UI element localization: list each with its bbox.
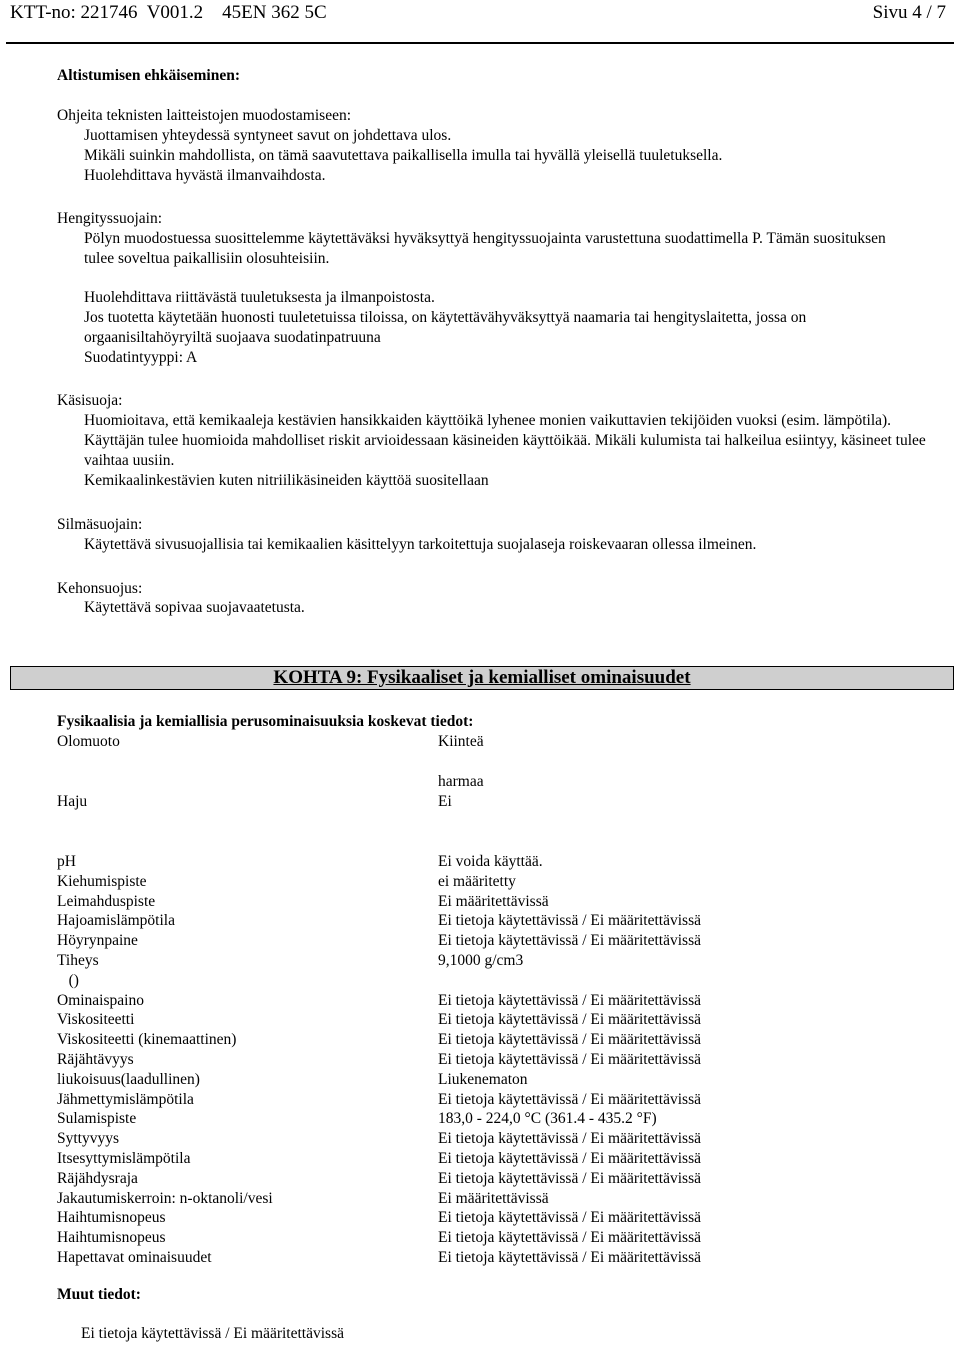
property-name: Hapettavat ominaisuudet (57, 1248, 212, 1266)
property-value: Ei tietoja käytettävissä / Ei määritettävissä (438, 991, 701, 1009)
section-9-title: KOHTA 9: Fysikaaliset ja kemialliset ominaisuudet (273, 667, 691, 688)
property-row (57, 971, 877, 991)
filter-type: Suodatintyyppi: A (84, 349, 198, 366)
hand-label: Käsisuoja: (57, 392, 123, 409)
odor-value: Ei (438, 793, 452, 810)
property-row (57, 931, 877, 951)
property-value: Ei tietoja käytettävissä / Ei määritettävissä (438, 1050, 701, 1068)
property-row (57, 1090, 877, 1110)
property-row (57, 1149, 877, 1169)
form-value: Kiinteä (438, 733, 484, 750)
body-text: Käytettävä sopivaa suojavaatetusta. (84, 599, 305, 616)
tech-line-1: Juottamisen yhteydessä syntyneet savut on johdettava ulos. (84, 127, 452, 144)
property-value: Ei tietoja käytettävissä / Ei määritettävissä (438, 1149, 701, 1167)
respiratory-text-3: Jos tuotetta käytetään huonosti tuuletetuissa tiloissa, on käytettävähyväksyttyä naamaria tai hengityslaitetta, jossa on orgaanisiltahöyryiltä suojaava suodatinpatruuna (84, 309, 807, 346)
tech-label: Ohjeita teknisten laitteistojen muodostamiseen: (57, 107, 352, 124)
property-name: liukoisuus(laadullinen) (57, 1070, 200, 1088)
property-value: Ei määritettävissä (438, 1189, 549, 1207)
property-name: Viskositeetti (kinemaattinen) (57, 1031, 237, 1049)
property-value: Liukenematon (438, 1070, 528, 1088)
property-row (57, 1228, 877, 1248)
property-name: Ominaispaino (57, 991, 144, 1009)
property-name: pH (57, 853, 76, 870)
property-row (57, 1208, 877, 1228)
property-name: Kiehumispiste (57, 872, 147, 890)
property-row (57, 1030, 877, 1050)
property-name: Syttyvyys (57, 1130, 120, 1148)
respiratory-label: Hengityssuojain: (57, 210, 163, 227)
page-number: Sivu 4 / 7 (872, 2, 946, 23)
property-name: Haihtumisnopeus (57, 1229, 166, 1247)
header-divider (6, 42, 954, 44)
property-value: Ei tietoja käytettävissä / Ei määritettävissä (438, 1209, 701, 1227)
property-name: Haihtumisnopeus (57, 1209, 166, 1227)
property-name: Viskositeetti (57, 1011, 135, 1029)
property-row (57, 911, 877, 931)
tech-line-2: Mikäli suinkin mahdollista, on tämä saavutettava paikallisella imulla tai hyvällä yleisellä tuuletuksella. (84, 147, 723, 164)
property-row (57, 951, 877, 971)
property-row (57, 1010, 877, 1030)
property-value: 9,1000 g/cm3 (438, 951, 524, 969)
property-value: Ei tietoja käytettävissä / Ei määritettävissä (438, 1011, 701, 1029)
body-label: Kehonsuojus: (57, 580, 143, 597)
property-value: Ei tietoja käytettävissä / Ei määritettävissä (438, 1090, 701, 1108)
property-row (57, 872, 877, 892)
hand-text-1: Huomioitava, että kemikaaleja kestävien hansikkaiden käyttöikä lyhenee monien vaikuttavien tekijöiden vuoksi (esim. lämpötila). Käyttäjän tulee huomioida mahdolliset riskit arvioidessaan käsineiden käyttöikää. Mikäli kulumista tai halkeilua esiintyy, käsineet tulee vaihtaa uusiin. (84, 412, 926, 469)
form-label: Olomuoto (57, 733, 120, 750)
property-row (57, 1189, 877, 1209)
property-value: Ei tietoja käytettävissä / Ei määritettävissä (438, 1169, 701, 1187)
color-value: harmaa (438, 773, 484, 790)
property-row (57, 1070, 877, 1090)
properties-table (57, 852, 877, 1268)
property-name: Itsesyttymislämpötila (57, 1149, 191, 1167)
property-row (57, 1248, 877, 1268)
property-name: Tiheys (57, 951, 99, 969)
property-row (57, 892, 877, 912)
property-name: () (57, 971, 79, 989)
property-row (57, 1169, 877, 1189)
property-row (57, 852, 877, 872)
property-row (57, 1050, 877, 1070)
eye-label: Silmäsuojain: (57, 516, 143, 533)
other-info-value: Ei tietoja käytettävissä / Ei määritettävissä (81, 1325, 344, 1342)
page-header (10, 0, 950, 26)
respiratory-text-1: Pölyn muodostuessa suosittelemme käytettäväksi hyväksyttyä hengityssuojainta varustettuna suodattimella P. Tämän suosituksen tulee soveltua paikallisiin olosuhteisiin. (84, 230, 886, 267)
hand-text-2: Kemikaalinkestävien kuten nitriilikäsineiden käyttöä suositellaan (84, 472, 489, 489)
exposure-title: Altistumisen ehkäiseminen: (57, 67, 240, 84)
property-name: Sulamispiste (57, 1110, 137, 1128)
property-row (57, 991, 877, 1011)
property-value: ei määritetty (438, 872, 516, 890)
property-name: Jähmettymislämpötila (57, 1090, 194, 1108)
document-id: KTT-no: 221746 V001.2 45EN 362 5C (10, 2, 327, 23)
property-row (57, 1109, 877, 1129)
property-name: Leimahduspiste (57, 892, 156, 910)
property-value: Ei tietoja käytettävissä / Ei määritettävissä (438, 1248, 701, 1266)
property-name: Räjähdysraja (57, 1169, 138, 1187)
property-row (57, 1129, 877, 1149)
property-name: Jakautumiskerroin: n-oktanoli/vesi (57, 1189, 273, 1207)
property-value: 183,0 - 224,0 °C (361.4 - 435.2 °F) (438, 1110, 657, 1128)
property-value: Ei voida käyttää. (438, 853, 543, 870)
tech-line-3: Huolehdittava hyvästä ilmanvaihdosta. (84, 167, 326, 184)
property-value: Ei tietoja käytettävissä / Ei määritettävissä (438, 1130, 701, 1148)
property-value: Ei tietoja käytettävissä / Ei määritettävissä (438, 1229, 701, 1247)
section-9-heading (10, 666, 954, 690)
other-info-label: Muut tiedot: (57, 1286, 141, 1303)
property-value: Ei tietoja käytettävissä / Ei määritettävissä (438, 1031, 701, 1049)
property-name: Hajoamislämpötila (57, 912, 175, 930)
property-value: Ei tietoja käytettävissä / Ei määritettävissä (438, 912, 701, 930)
eye-text: Käytettävä sivusuojallisia tai kemikaalien käsittelyyn tarkoitettuja suojalaseja roiskevaaran ollessa ilmeinen. (84, 536, 757, 553)
basic-properties-subtitle: Fysikaalisia ja kemiallisia perusominaisuuksia koskevat tiedot: (57, 713, 474, 730)
respiratory-text-2: Huolehdittava riittävästä tuuletuksesta ja ilmanpoistosta. (84, 289, 435, 306)
property-value: Ei tietoja käytettävissä / Ei määritettävissä (438, 932, 701, 950)
property-name: Räjähtävyys (57, 1050, 134, 1068)
property-value: Ei määritettävissä (438, 892, 549, 910)
odor-label: Haju (57, 793, 88, 810)
property-name: Höyrynpaine (57, 932, 138, 950)
